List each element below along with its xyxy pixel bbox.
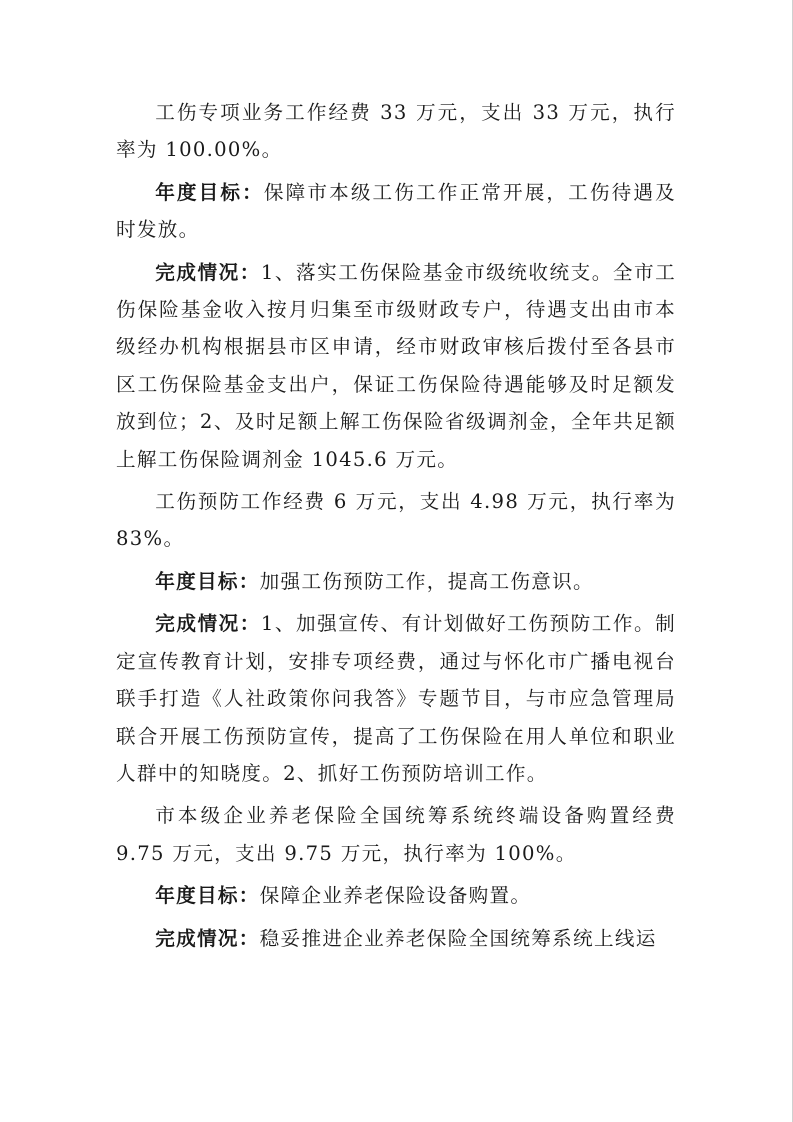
paragraph-text: 1、落实工伤保险基金市级统收统支。全市工伤保险基金收入按月归集至市级财政专户，待遇支出由市本级经办机构根据县市区申请，经市财政审核后拨付至各县市区工伤保险基金支出户，保证工伤保险待遇能够及时足额发放到位；2、及时足额上解工伤保险省级调剂金，全年共足额上解工伤保险调剂金 1045.6 万元。 bbox=[116, 260, 677, 471]
document-body bbox=[116, 94, 676, 957]
paragraph-text: 1、加强宣传、有计划做好工伤预防工作。制定宣传教育计划，安排专项经费，通过与怀化市广播电视台联手打造《人社政策你问我答》专题节目，与市应急管理局联合开展工伤预防宣传，提高了工伤保险在用人单位和职业人群中的知晓度。2、抓好工伤预防培训工作。 bbox=[116, 612, 677, 785]
paragraph-text: 工伤预防工作经费 6 万元，支出 4.98 万元，执行率为 83%。 bbox=[116, 490, 676, 551]
paragraph-label: 完成情况： bbox=[155, 926, 260, 950]
paragraph-text: 保障企业养老保险设备购置。 bbox=[259, 884, 532, 908]
paragraph-annual-goal bbox=[116, 877, 676, 914]
paragraph-label: 年度目标： bbox=[155, 569, 260, 593]
paragraph-text: 市本级企业养老保险全国统筹系统终端设备购置经费 9.75 万元，支出 9.75 万元，执行率为 100%。 bbox=[116, 804, 676, 865]
paragraph-label: 年度目标： bbox=[155, 180, 264, 204]
paragraph-label: 完成情况： bbox=[155, 260, 261, 284]
paragraph-text: 加强工伤预防工作，提高工伤意识。 bbox=[259, 569, 594, 593]
paragraph-label: 完成情况： bbox=[155, 612, 261, 636]
paragraph-text: 稳妥推进企业养老保险全国统筹系统上线运 bbox=[259, 926, 657, 950]
paragraph-label: 年度目标： bbox=[155, 884, 260, 908]
paragraph-pension-budget bbox=[116, 797, 676, 872]
paragraph-text: 保障市本级工伤工作正常开展，工伤待遇及时发放。 bbox=[116, 180, 677, 242]
paragraph-annual-goal bbox=[116, 174, 676, 249]
paragraph-completion bbox=[116, 254, 676, 478]
paragraph-annual-goal bbox=[116, 563, 676, 600]
paragraph-completion bbox=[116, 605, 676, 792]
paragraph-text: 工伤专项业务工作经费 33 万元，支出 33 万元，执行率为 100.00%。 bbox=[116, 101, 676, 162]
paragraph-prevention-budget bbox=[116, 483, 676, 558]
paragraph-injury-budget bbox=[116, 94, 676, 169]
paragraph-completion bbox=[116, 920, 676, 957]
